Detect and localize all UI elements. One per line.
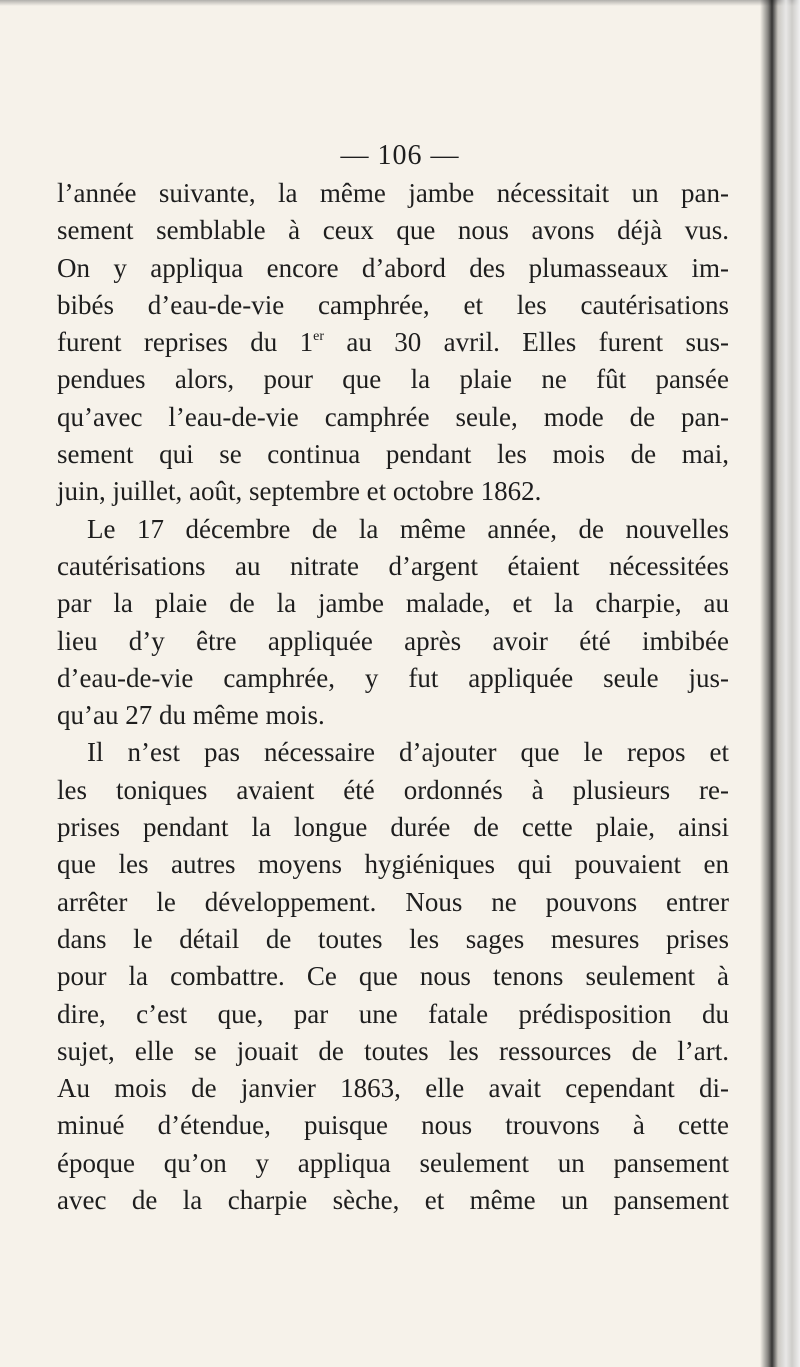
text-line <box>57 1070 729 1107</box>
text-line <box>57 399 729 436</box>
body-text <box>57 175 729 1219</box>
text-line-content: l’année suivante, la même jambe nécessitait un pan- <box>57 178 729 208</box>
text-line-content: dire, c’est que, par une fatale prédisposition du <box>57 998 729 1029</box>
text-line <box>57 1107 729 1144</box>
text-line-content: sujet, elle se jouait de toutes les ressources de l’art. <box>57 1035 729 1066</box>
text-line <box>57 511 729 548</box>
text-line <box>57 697 729 734</box>
text-line-content: époque qu’on y appliqua seulement un pansement <box>57 1147 729 1178</box>
text-line-content: dans le détail de toutes les sages mesures prises <box>57 923 729 954</box>
text-line-content: qu’au 27 du même mois. <box>57 700 325 731</box>
text-line-content: pendues alors, pour que la plaie ne fût pansée <box>57 364 729 395</box>
text-line <box>57 996 729 1033</box>
scan-top-edge <box>0 0 800 6</box>
text-line-content: furent reprises du 1 <box>57 327 314 358</box>
text-line <box>57 734 729 771</box>
text-line <box>57 958 729 995</box>
text-line <box>57 287 729 324</box>
text-line-content: juin, juillet, août, septembre et octobre 1862. <box>57 476 542 507</box>
superscript: er <box>313 329 324 345</box>
text-line <box>57 921 729 958</box>
text-line <box>57 1033 729 1070</box>
text-line-continuation: au 30 avril. Elles furent sus- <box>324 327 729 358</box>
text-line-content: Au mois de janvier 1863, elle avait cependant di- <box>57 1073 729 1104</box>
text-line-content: arrêter le développement. Nous ne pouvons entrer <box>57 886 729 917</box>
text-line <box>57 660 729 697</box>
text-line-content: que les autres moyens hygiéniques qui pouvaient en <box>57 849 729 880</box>
text-line-content: sement qui se continua pendant les mois de mai, <box>57 439 729 470</box>
text-line-content: lieu d’y être appliquée après avoir été imbibée <box>57 625 729 656</box>
text-line <box>57 884 729 921</box>
text-line <box>57 473 729 510</box>
text-line-content: d’eau-de-vie camphrée, y fut appliquée seule jus- <box>57 662 729 693</box>
scan-right-edge <box>760 0 800 1367</box>
text-line <box>57 846 729 883</box>
text-line <box>57 1182 729 1219</box>
text-line <box>57 324 729 361</box>
text-line-content: cautérisations au nitrate d’argent étaient nécessitées <box>57 550 729 581</box>
text-line <box>57 361 729 398</box>
text-line <box>57 1145 729 1182</box>
text-line-content: minué d’étendue, puisque nous trouvons à cette <box>57 1110 729 1141</box>
text-line <box>57 436 729 473</box>
text-line-content: prises pendant la longue durée de cette plaie, ainsi <box>57 812 729 843</box>
text-line-content: sement semblable à ceux que nous avons déjà vus. <box>57 215 729 246</box>
text-line <box>57 548 729 585</box>
text-line-content: les toniques avaient été ordonnés à plusieurs re- <box>57 774 729 805</box>
text-line <box>57 585 729 622</box>
text-line <box>57 623 729 660</box>
page-number: — 106 — <box>340 140 460 171</box>
text-line-content: bibés d’eau-de-vie camphrée, et les cautérisations <box>57 289 729 320</box>
text-line <box>57 175 729 212</box>
text-line-content: pour la combattre. Ce que nous tenons seulement à <box>57 961 729 992</box>
text-line-content: par la plaie de la jambe malade, et la charpie, au <box>57 588 729 619</box>
text-line <box>57 809 729 846</box>
text-line-content: qu’avec l’eau-de-vie camphrée seule, mode de pan- <box>57 401 729 432</box>
text-line-content: On y appliqua encore d’abord des plumasseaux im- <box>57 252 729 283</box>
text-line <box>57 212 729 249</box>
text-line <box>57 772 729 809</box>
text-line-content: avec de la charpie sèche, et même un pansement <box>57 1185 729 1216</box>
text-line-content: Le 17 décembre de la même année, de nouvelles <box>87 513 729 544</box>
text-line-content: Il n’est pas nécessaire d’ajouter que le repos et <box>87 737 729 768</box>
text-line <box>57 250 729 287</box>
